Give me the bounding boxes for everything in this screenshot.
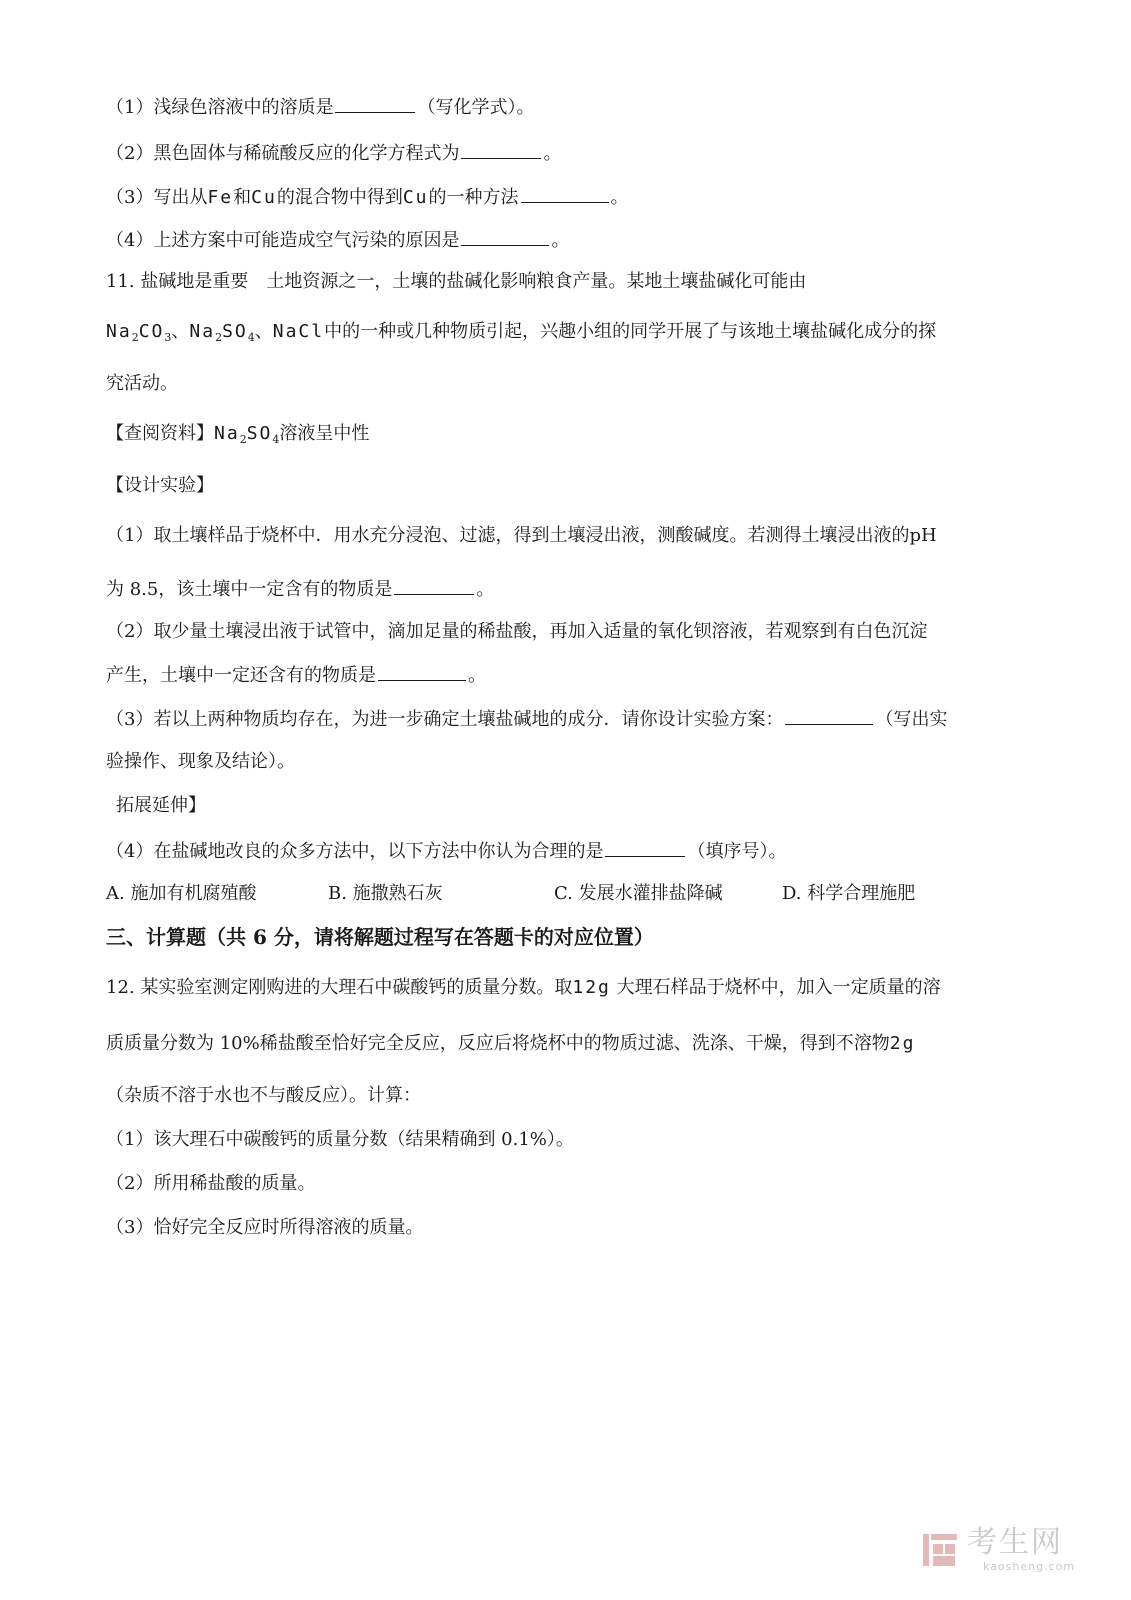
formula-part: CO bbox=[138, 321, 165, 342]
separator: 、 bbox=[171, 321, 190, 342]
q12-sub-2: （2）所用稀盐酸的质量。 bbox=[106, 1173, 316, 1194]
q10-item-2-text: （2）黑色固体与稀硫酸反应的化学方程式为 bbox=[106, 143, 460, 164]
q10-item-4 bbox=[106, 227, 569, 253]
watermark-brand: 考生网 bbox=[967, 1525, 1063, 1560]
q10-item-3-text-a: （3）写出从 bbox=[106, 187, 208, 208]
q11-part-1-line-1: （1）取土壤样品于烧杯中．用水充分浸泡、过滤，得到土壤浸出液，测酸碱度。若测得土壤浸出液的pH bbox=[106, 525, 937, 546]
q12-line-2-text: 质质量分数为 10%稀盐酸至恰好完全反应，反应后将烧杯中的物质过滤、洗涤、干燥，得到不溶物 bbox=[106, 1033, 890, 1054]
q11-part-1-line-2 bbox=[106, 576, 494, 602]
formula-subscript: 4 bbox=[247, 331, 255, 344]
q11-part-3-text: （3）若以上两种物质均存在，为进一步确定土壤盐碱地的成分．请你设计实验方案： bbox=[106, 709, 784, 730]
formula-subscript: 3 bbox=[164, 331, 172, 344]
q12-line-3: （杂质不溶于水也不与酸反应）。计算： bbox=[106, 1085, 421, 1106]
answer-blank bbox=[605, 838, 685, 857]
q12-line-1 bbox=[106, 976, 941, 1000]
answer-blank bbox=[461, 140, 541, 159]
q11-design-heading: 【设计实验】 bbox=[106, 475, 214, 496]
q12-line-1-tail: 大理石样品于烧杯中，加入一定质量的溶 bbox=[610, 977, 941, 998]
q11-part-2-line-1: （2）取少量土壤浸出液于试管中，滴加足量的稀盐酸，再加入适量的氧化钡溶液，若观察到有白色沉淀 bbox=[106, 621, 928, 642]
answer-blank bbox=[461, 227, 549, 246]
formula-cu: Cu bbox=[251, 187, 277, 208]
formula-subscript: 4 bbox=[272, 433, 280, 446]
section-3-title: 三、计算题（共 6 分，请将解题过程写在答题卡的对应位置） bbox=[106, 925, 654, 949]
q11-part-2-text: 产生，土壤中一定还含有的物质是 bbox=[106, 665, 376, 686]
q11-part-4 bbox=[106, 838, 786, 864]
formula-part: Na bbox=[189, 321, 216, 342]
formula-part: Na bbox=[214, 423, 240, 444]
q11-part-2-line-2 bbox=[106, 662, 486, 688]
option-d: D. 科学合理施肥 bbox=[782, 883, 916, 904]
answer-blank bbox=[335, 94, 415, 113]
q11-part-4-text: （4）在盐碱地改良的众多方法中，以下方法中你认为合理的是 bbox=[106, 841, 604, 862]
q10-item-3-text-c: 的混合物中得到 bbox=[276, 187, 403, 208]
q10-item-3-tail: 。 bbox=[610, 187, 629, 208]
q11-part-4-tail: （填序号）。 bbox=[687, 841, 787, 862]
q12-sub-1: （1）该大理石中碳酸钙的质量分数（结果精确到 0.1%）。 bbox=[106, 1129, 574, 1150]
q10-item-4-tail: 。 bbox=[551, 230, 570, 251]
q10-item-1 bbox=[106, 94, 534, 120]
q11-part-1-text: 为 8.5，该土壤中一定含有的物质是 bbox=[106, 579, 393, 600]
q12-line-1-text: 12. 某实验室测定刚购进的大理石中碳酸钙的质量分数。取 bbox=[106, 977, 573, 998]
q12-sub-3: （3）恰好完全反应时所得溶液的质量。 bbox=[106, 1217, 424, 1238]
formula-subscript: 2 bbox=[131, 331, 139, 344]
formula-cu: Cu bbox=[402, 187, 429, 208]
q11-intro-line-3: 究活动。 bbox=[106, 373, 178, 394]
section-label: 【查阅资料】 bbox=[106, 423, 214, 444]
q11-intro-line-2-text: 中的一种或几种物质引起，兴趣小组的同学开展了与该地土壤盐碱化成分的探 bbox=[324, 321, 937, 342]
q10-item-2-tail: 。 bbox=[543, 143, 562, 164]
option-a: A. 施加有机腐殖酸 bbox=[106, 883, 257, 904]
option-c: C. 发展水灌排盐降碱 bbox=[554, 883, 723, 904]
formula-fe: Fe bbox=[207, 187, 234, 208]
answer-blank bbox=[785, 706, 873, 725]
separator: 、 bbox=[254, 321, 273, 342]
q11-intro-line-2 bbox=[106, 320, 936, 350]
q10-item-3 bbox=[106, 184, 629, 210]
q11-part-2-tail: 。 bbox=[468, 665, 486, 686]
q11-part-3-line-1 bbox=[106, 706, 947, 732]
q12-line-2 bbox=[106, 1032, 915, 1056]
answer-blank bbox=[521, 184, 609, 203]
q11-intro-line-1: 11. 盐碱地是重要 土地资源之一，土壤的盐碱化影响粮食产量。某地土壤盐碱化可能由 bbox=[106, 271, 807, 292]
formula-part: SO bbox=[222, 321, 248, 342]
formula-part: Na bbox=[106, 321, 132, 342]
mass-value: 2g bbox=[889, 1033, 916, 1054]
q10-item-4-text: （4）上述方案中可能造成空气污染的原因是 bbox=[106, 230, 460, 251]
q10-item-3-text-b: 和 bbox=[233, 187, 252, 208]
watermark-domain: kaosheng.com bbox=[983, 1560, 1076, 1573]
answer-blank bbox=[394, 576, 474, 595]
formula-subscript: 2 bbox=[239, 433, 247, 446]
formula-part: SO bbox=[246, 423, 273, 444]
answer-blank bbox=[378, 662, 466, 681]
q11-reference bbox=[106, 422, 369, 452]
q11-part-3-tail: （写出实 bbox=[875, 709, 948, 730]
formula-subscript: 2 bbox=[215, 331, 223, 344]
q11-part-3-line-2: 验操作、现象及结论）。 bbox=[106, 751, 295, 772]
mass-value: 12g bbox=[572, 977, 611, 998]
watermark bbox=[921, 1526, 1091, 1574]
q10-item-1-tail: （写化学式）。 bbox=[417, 97, 535, 118]
kaosheng-logo-icon bbox=[921, 1530, 961, 1570]
formula-nacl: NaCl bbox=[272, 321, 325, 342]
q10-item-2 bbox=[106, 140, 561, 166]
option-b: B. 施撒熟石灰 bbox=[328, 883, 443, 904]
reference-text: 溶液呈中性 bbox=[279, 423, 370, 444]
q10-item-3-text-d: 的一种方法 bbox=[428, 187, 519, 208]
q11-part-1-tail: 。 bbox=[476, 579, 495, 600]
q10-item-1-text: （1）浅绿色溶液中的溶质是 bbox=[106, 97, 334, 118]
q11-extension-heading: 拓展延伸】 bbox=[116, 795, 206, 816]
